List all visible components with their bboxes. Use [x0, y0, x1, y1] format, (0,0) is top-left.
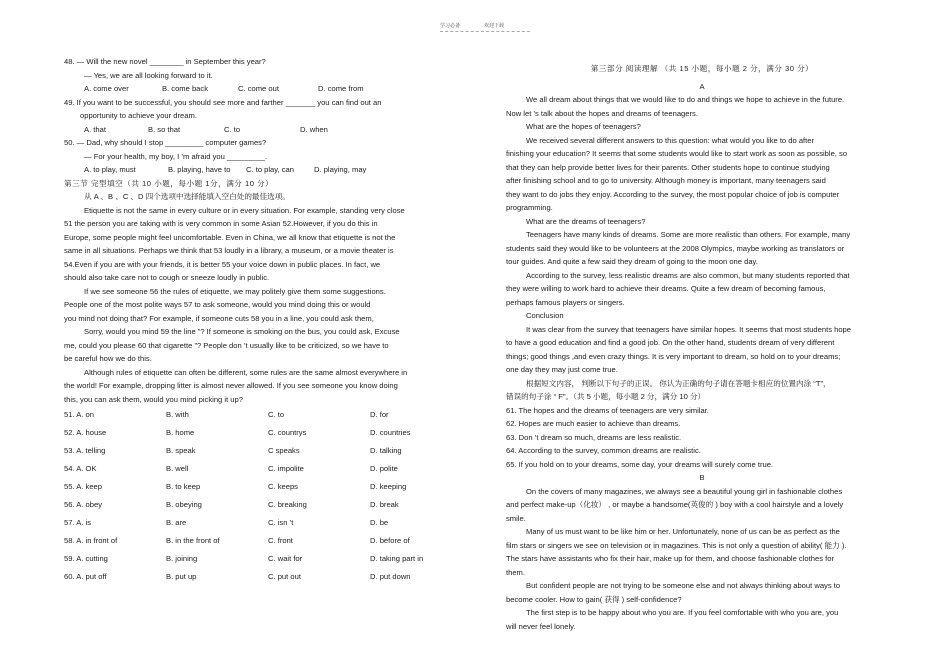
- answer-cell: C. put out: [268, 572, 301, 581]
- answer-cell: 54. A. OK: [64, 464, 97, 473]
- answer-cell: 51. A. on: [64, 410, 94, 419]
- q49-options: [64, 123, 457, 137]
- answer-cell: B. home: [166, 428, 195, 437]
- option: A. come over: [84, 84, 129, 93]
- answer-cell: B. put up: [166, 572, 197, 581]
- header-left: 学习必备: [440, 23, 461, 29]
- answer-cell: D. taking part in: [370, 554, 424, 563]
- answer-cell: C. breaking: [268, 500, 307, 509]
- passage-a-line: finishing your education? It seems that some students would like to start work as soon as possible, so: [506, 149, 848, 158]
- para2-line: If we see someone 56 the rules of etiquette, we may politely give them some suggestions.: [84, 286, 386, 296]
- option: D. playing, may: [314, 165, 367, 174]
- answer-cell: D. keeping: [370, 482, 407, 491]
- answer-cell: C. impolite: [268, 464, 304, 473]
- passage-a-line: to have a good education and find a good job. On the other hand, students dream of very different: [506, 338, 835, 347]
- passage-a-line: things; good things ,and even crazy things. It is very important to dream, so hold on to your dreams;: [506, 351, 841, 361]
- section3-heading: 第三节 完型填空（共 10 小题，每小题 1分，满分 10 分）: [64, 178, 274, 188]
- para1-line: 51 the person you are taking with is very common in some Asian 52.However, if you do this in: [64, 219, 378, 228]
- answer-cell: B. well: [166, 464, 189, 473]
- passage-a-line: We received several different answers to this question: what would you like to do after: [526, 135, 815, 145]
- left-column: [64, 55, 457, 584]
- tf-item: 62. Hopes are much easier to achieve than dreams.: [506, 419, 681, 428]
- answer-cell: B. speak: [166, 446, 196, 455]
- passage-a-line: What are the hopes of teenagers?: [526, 122, 641, 131]
- tf-instruction-2: 错误的句子涂 “ F”。（共 5 小题，每小题 2 分，满分 10 分）: [506, 392, 706, 401]
- passage-a-line: they were willing to work hard to achieve their dreams. Quite a few dream of becoming famous,: [506, 284, 826, 293]
- answer-cell: D. for: [370, 410, 389, 419]
- q50-line2: — For your health, my boy, I ’m afraid you _________.: [84, 151, 268, 161]
- passage-b-line: Many of us must want to be like him or her. Unfortunately, none of us can be as perfect as the: [526, 527, 840, 536]
- passage-a-line: It was clear from the survey that teenagers have similar hopes. It seems that most students hope: [526, 324, 851, 334]
- passage-b-line: them.: [506, 567, 525, 577]
- cloze-instruction: 从 A 、B 、C 、D 四个选项中选择能填入空白处的最佳选项。: [84, 192, 290, 201]
- passage-a-line: after finishing school and to go to university. Although money is important, many teenagers said: [506, 176, 826, 185]
- passage-a-line: they want to do jobs they enjoy. According to the survey, the most popular choice of job is computer: [506, 189, 840, 199]
- answer-cell: B. are: [166, 518, 187, 527]
- q49-line2: opportunity to achieve your dream.: [80, 111, 197, 120]
- answer-cell: C. isn ’t: [268, 518, 294, 527]
- para1-line: Europe, some people might feel uncomfortable. Even in China, we all know that etiquette is not the: [64, 232, 396, 242]
- answer-cell: D. polite: [370, 464, 398, 473]
- answer-cell: D. talking: [370, 446, 402, 455]
- passage-a-line: that they can help provide better lives for their parents. Other students hope to continue studying: [506, 162, 830, 172]
- passage-b-line: The first step is to be happy about who you are. If you feel comfortable with who you are, you: [526, 608, 839, 617]
- answer-cell: D. countries: [370, 428, 411, 437]
- option: C. come out: [238, 84, 279, 93]
- passage-a-line: one day they may just come true.: [506, 365, 618, 374]
- answer-cell: 58. A. in front of: [64, 536, 118, 545]
- passage-b-line: film stars or singers we see on television or in magazines. This is not only a question of ability( 能力 ).: [506, 540, 847, 550]
- passage-a-line: Conclusion: [526, 311, 564, 320]
- passage-b-line: On the covers of many magazines, we always see a beautiful young girl in fashionable clothes: [526, 486, 843, 496]
- q48-stem: 48. — Will the new novel ________ in September this year?: [64, 57, 266, 66]
- para1-line: 54.Even if you are with your friends, it is better 55 your voice down in public places. In fact, we: [64, 259, 381, 269]
- para3-line: Although rules of etiquette can often be different, some rules are the same almost everywhere in: [84, 367, 408, 377]
- cloze-answer-options: [64, 408, 457, 584]
- passage-b-line: will never feel lonely.: [506, 621, 576, 631]
- answer-cell: B. to keep: [166, 482, 201, 491]
- answer-cell: 56. A. obey: [64, 500, 102, 509]
- option: B. come back: [162, 84, 209, 93]
- option: C. to: [224, 124, 241, 134]
- para2-line: you mind not doing that? For example, if someone cuts 58 you in a line, you could ask them,: [64, 313, 374, 323]
- para3-line: this, you can ask them, would you mind picking it up?: [64, 394, 243, 404]
- answer-cell: B. obeying: [166, 500, 202, 509]
- right-column: [506, 62, 898, 633]
- para1-line: Etiquette is not the same in every culture or in every situation. For example, standing very close: [84, 205, 405, 215]
- para3-line: the world! For example, dropping litter is almost never allowed. If you see someone you know doing: [64, 381, 398, 390]
- tf-item: 64. According to the survey, common dreams are realistic.: [506, 446, 701, 455]
- tf-item: 65. If you hold on to your dreams, some day, your dreams will surely come true.: [506, 459, 774, 469]
- passage-b-line: and perfect make-up（化妆） , or maybe a handsome(英俊的 ) boy with a cool hairstyle and a lovely: [506, 500, 844, 509]
- option: B. playing, have to: [168, 165, 231, 174]
- answer-cell: C. to: [268, 410, 285, 419]
- header-right: 欢迎下载: [484, 23, 505, 29]
- answer-cell: 57. A. is: [64, 518, 92, 527]
- answer-cell: 53. A. telling: [64, 446, 106, 455]
- answer-cell: C. countrys: [268, 428, 307, 437]
- passage-a-line: We all dream about things that we would like to do and things we hope to achieve in the future.: [526, 95, 845, 104]
- passage-a-line: Now let ’s talk about the hopes and dreams of teenagers.: [506, 108, 698, 118]
- tf-instruction: 根据短文内容， 判断以下句子的正误。 你认为正确的句子请在答题卡相应的位置内涂 “T”，: [526, 378, 831, 388]
- para2-line: People one of the most polite ways 57 to ask someone, would you mind doing this or would: [64, 300, 371, 309]
- passage-a-line: Teenagers have many kinds of dreams. Some are more realistic than others. For example, many: [526, 230, 851, 239]
- passage-a-line: students said they would like to be volunteers at the 2008 Olympics, maybe working as translators or: [506, 243, 845, 253]
- option: A. to play, must: [84, 165, 136, 174]
- option: D. when: [300, 124, 328, 134]
- passage-a-line: programming.: [506, 203, 553, 212]
- answer-cell: 55. A. keep: [64, 482, 102, 491]
- passage-a-line: According to the survey, less realistic dreams are also common, but many students reported that: [526, 270, 850, 280]
- section-a-label: A: [699, 81, 705, 91]
- option: B. so that: [148, 124, 181, 134]
- passage-b-line: smile.: [506, 513, 526, 523]
- option: C. to play, can: [246, 165, 294, 174]
- answer-cell: B. with: [166, 410, 189, 419]
- answer-cell: B. joining: [166, 554, 198, 563]
- answer-cell: C. keeps: [268, 482, 298, 491]
- para2-line: me, could you please 60 that cigarette ”? People don ’t usually like to be criticized, so we have to: [64, 340, 389, 350]
- para1-line: should also take care not to cough or sneeze loudly in public.: [64, 273, 270, 282]
- answer-cell: D. be: [370, 518, 389, 527]
- passage-b-line: The stars have assistants who fix their hair, make up for them, and choose fashionable clothes for: [506, 554, 834, 563]
- passage-a-line: perhaps famous players or singers.: [506, 297, 625, 307]
- q48-options: [64, 82, 457, 96]
- q49-stem: 49. If you want to be successful, you should see more and farther _______ you can find out an: [64, 97, 382, 107]
- q48-answer-line: — Yes, we are all looking forward to it.: [84, 70, 213, 80]
- para2-line: Sorry, would you mind 59 the line ”? If someone is smoking on the bus, you could ask, Excuse: [84, 327, 400, 336]
- part3-heading: 第三部分 阅读理解 （共 15 小题，每小题 2 分，满分 30 分）: [590, 64, 814, 73]
- answer-cell: 60. A. put off: [64, 572, 107, 581]
- para1-line: same in all situations. Perhaps we think that 53 loudly in a library, a museum, or a movie theater is: [64, 246, 394, 255]
- answer-cell: D. break: [370, 500, 399, 509]
- passage-b-line: become cooler. How to gain( 获得 ) self-confidence?: [506, 594, 682, 604]
- option: A. that: [84, 124, 106, 134]
- page-header: [440, 22, 530, 32]
- answer-cell: C. front: [268, 536, 293, 545]
- para2-line: be careful how we do this.: [64, 354, 152, 363]
- answer-cell: C. wait for: [268, 554, 303, 563]
- answer-cell: B. in the front of: [166, 536, 220, 545]
- tf-item: 63. Don ’t dream so much, dreams are less realistic.: [506, 432, 682, 442]
- answer-cell: D. put down: [370, 572, 411, 581]
- section-b-label: B: [699, 473, 705, 482]
- tf-item: 61. The hopes and the dreams of teenagers are very similar.: [506, 405, 709, 415]
- q50-options: [64, 163, 457, 177]
- passage-a-line: tour guides. And quite a few said they dream of going to the moon one day.: [506, 257, 758, 266]
- option: D. come from: [318, 84, 364, 93]
- q50-stem: 50. — Dad, why should I stop _________ computer games?: [64, 138, 267, 147]
- answer-cell: 52. A. house: [64, 428, 107, 437]
- answer-cell: C speaks: [268, 446, 300, 455]
- answer-cell: 59. A. cutting: [64, 554, 108, 563]
- answer-cell: D. before of: [370, 536, 410, 545]
- passage-a-line: What are the dreams of teenagers?: [526, 216, 646, 226]
- passage-b-line: But confident people are not trying to be someone else and not always thinking about ways to: [526, 581, 841, 590]
